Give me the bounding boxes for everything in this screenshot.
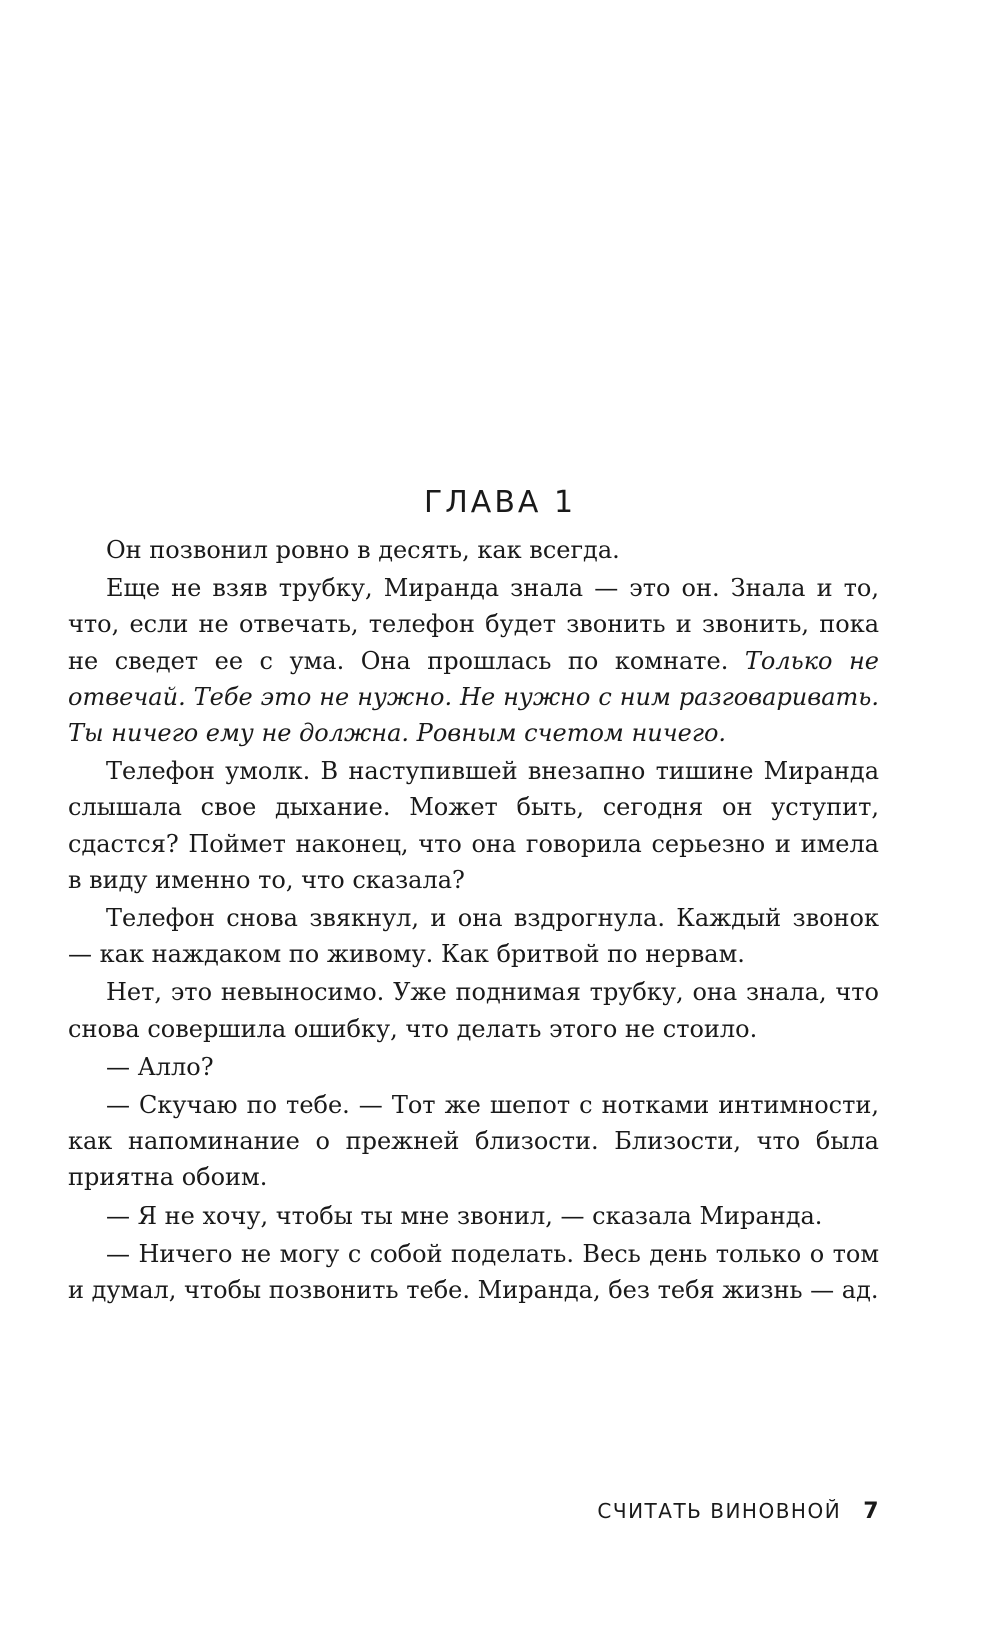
paragraph: — Я не хочу, чтобы ты мне звонил, — сказала Миранда. xyxy=(106,1201,823,1230)
paragraph: — Ничего не могу с собой поделать. Весь день только о том и думал, чтобы позвонить тебе. Миранда, без тебя жизнь — ад. xyxy=(68,1239,879,1305)
chapter-body xyxy=(68,532,879,1310)
paragraph-text: Еще не взяв трубку, Миранда знала — это он. Знала и то, что, если не отвечать, телефон будет звонить и звонить, пока не сведет ее с ума. Она прошлась по комнате. xyxy=(68,574,879,675)
chapter-title: ГЛАВА 1 xyxy=(423,485,577,520)
page-footer xyxy=(0,1496,880,1527)
paragraph xyxy=(68,570,879,751)
paragraph: Он позвонил ровно в десять, как всегда. xyxy=(106,536,620,564)
paragraph: — Алло? xyxy=(106,1052,214,1081)
paragraph: Нет, это невыносимо. Уже поднимая трубку, она знала, что снова совершила ошибку, что делать этого не стоило. xyxy=(68,978,879,1043)
running-title: СЧИТАТЬ ВИНОВНОЙ xyxy=(597,1499,842,1523)
paragraph-italic-thought: Только не отвечай. Тебе это не нужно. Не нужно с ним разговаривать. Ты ничего ему не должна. Ровным счетом ничего. xyxy=(68,646,879,748)
paragraph: — Скучаю по тебе. — Тот же шепот с нотками интимности, как напоминание о прежней близости. Близости, что была приятна обоим. xyxy=(68,1091,879,1192)
paragraph: Телефон снова звякнул, и она вздрогнула. Каждый звонок — как наждаком по живому. Как бритвой по нервам. xyxy=(68,904,879,969)
paragraph: Телефон умолк. В наступившей внезапно тишине Миранда слышала свое дыхание. Может быть, сегодня он уступит, сдастся? Поймет наконец, что она говорила серьезно и имела в виду именно то, что сказала? xyxy=(68,757,879,894)
page-number: 7 xyxy=(863,1499,880,1524)
